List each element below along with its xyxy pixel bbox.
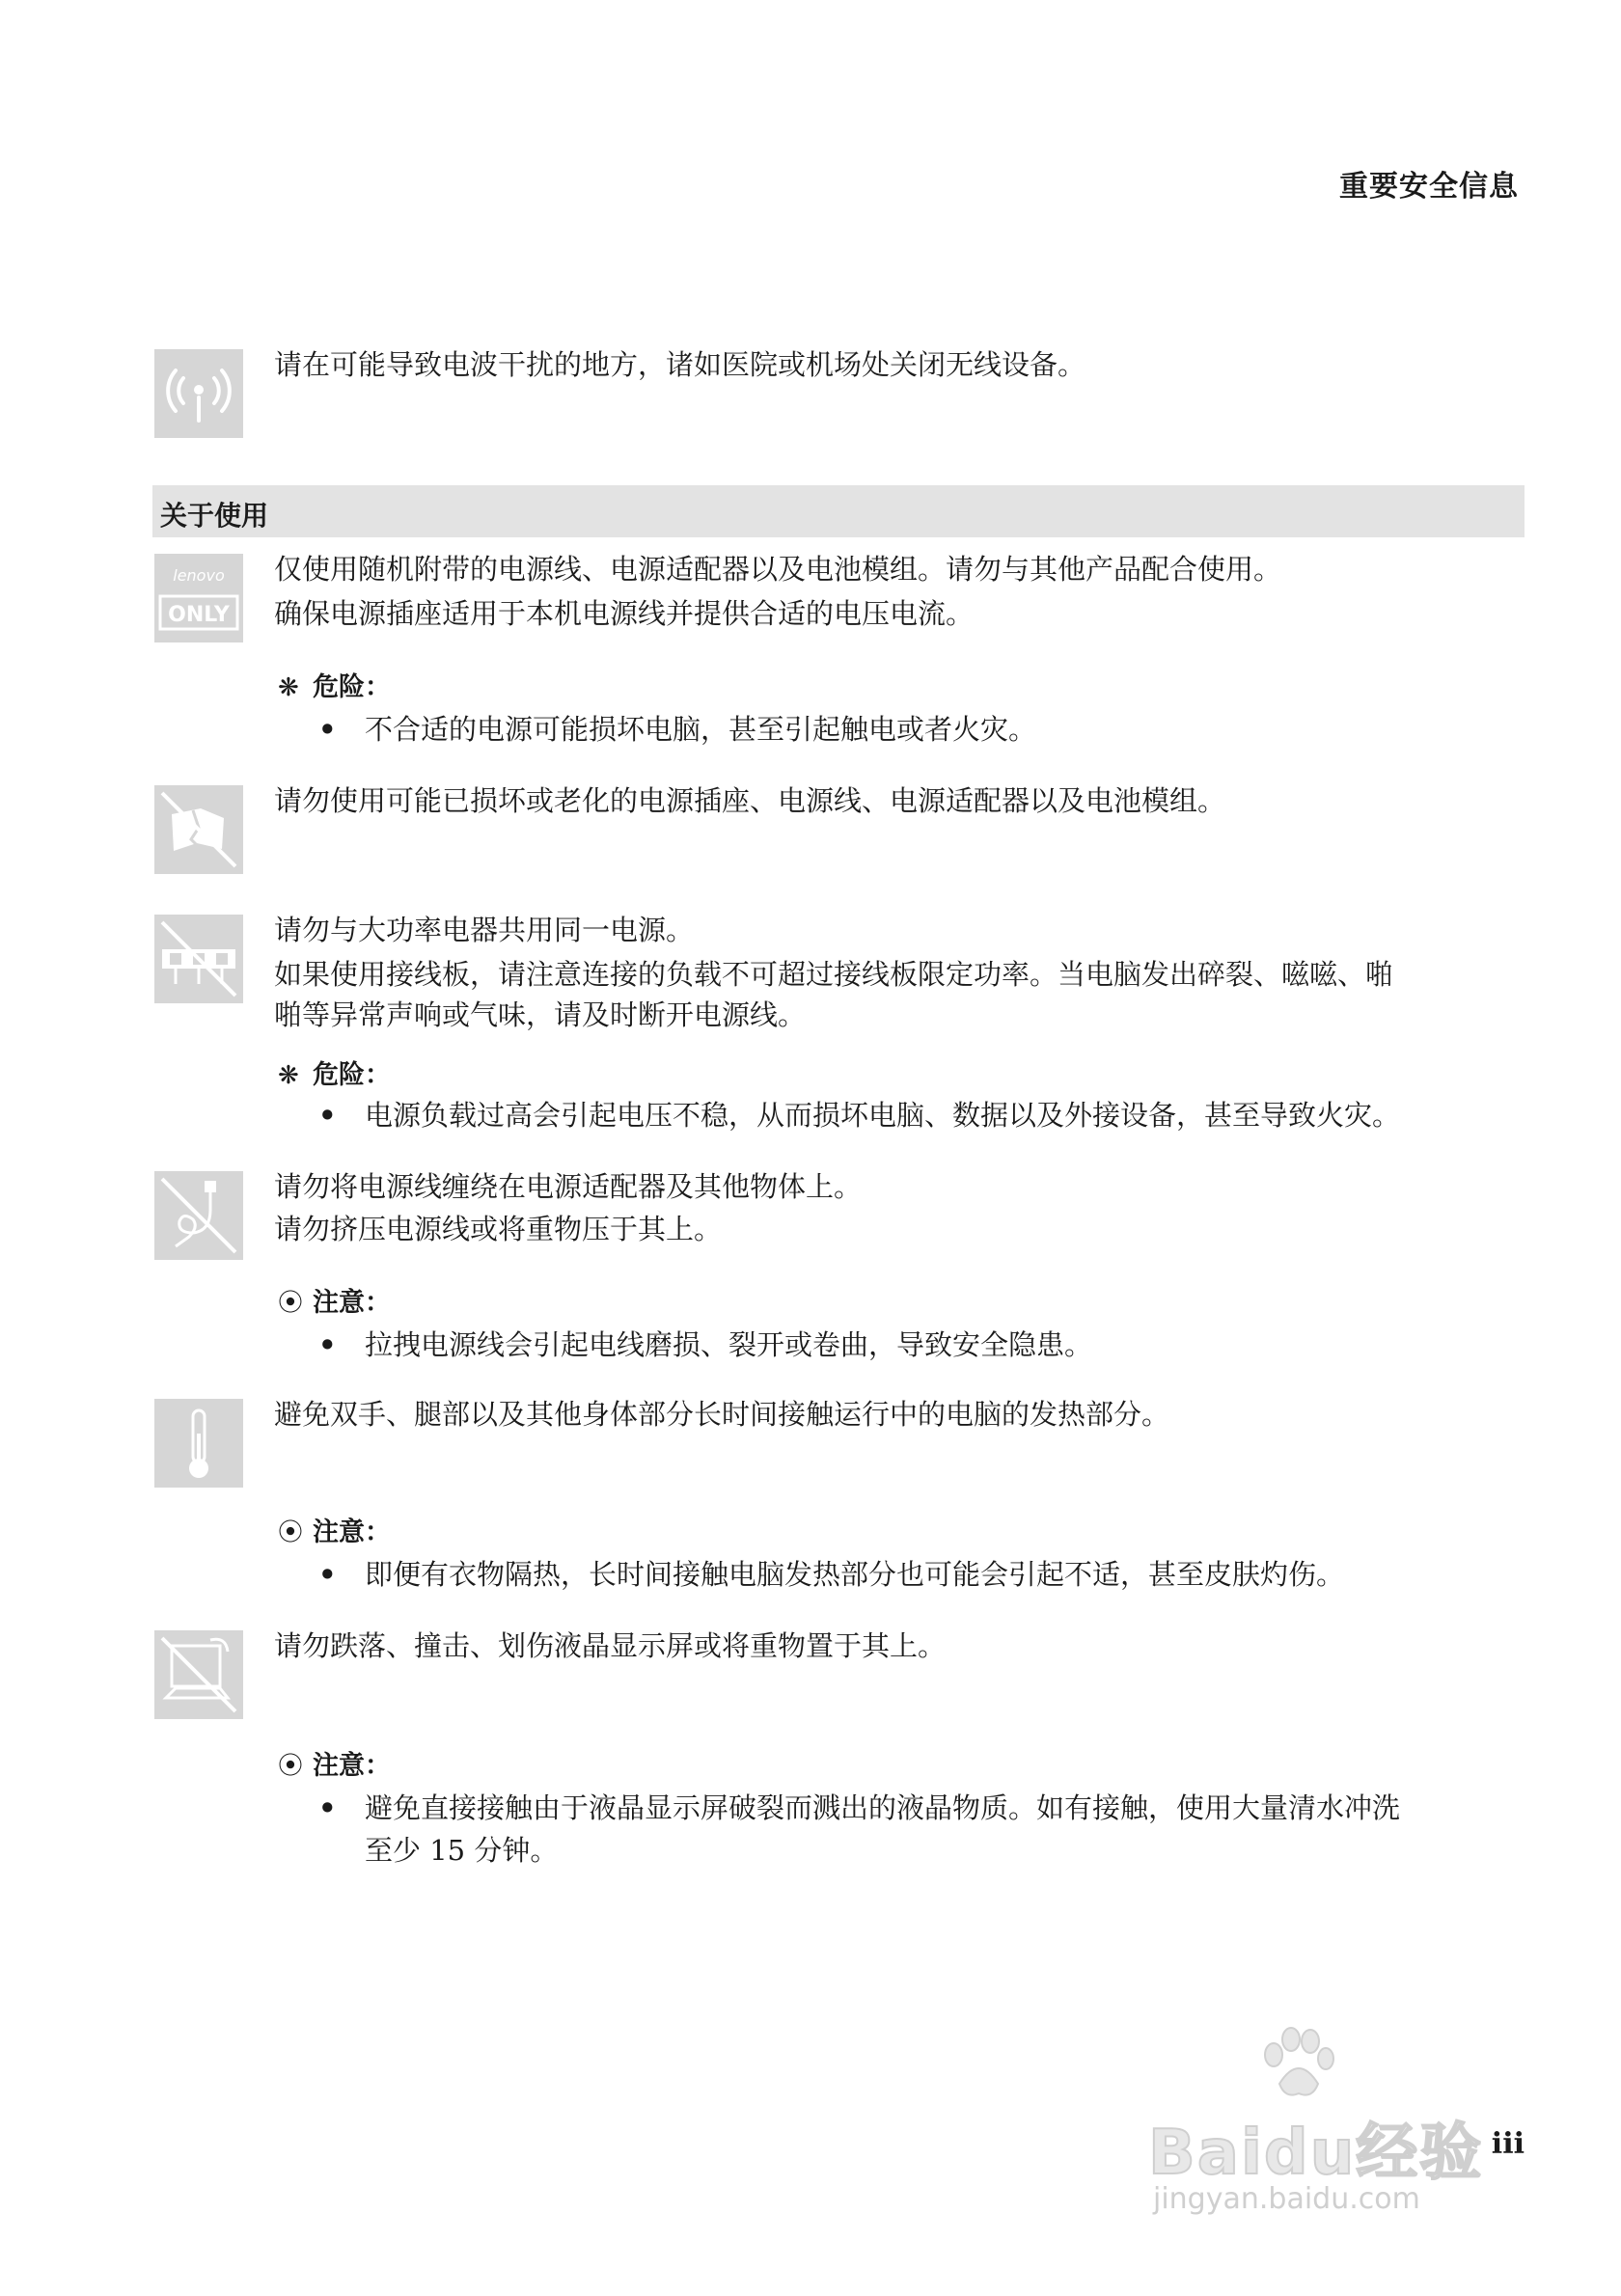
danger-bullet-1: • 不合适的电源可能损坏电脑，甚至引起触电或者火灾。: [318, 713, 1037, 746]
baidu-paw-icon: [1254, 2026, 1341, 2103]
page-number: iii: [1491, 2127, 1525, 2161]
power-strip-icon: [154, 915, 243, 1003]
cord-text-line-1: 请勿将电源线缠绕在电源适配器及其他物体上。: [274, 1170, 863, 1203]
caution-bullet-1: • 拉拽电源线会引起电线磨损、裂开或卷曲，导致安全隐患。: [318, 1328, 1093, 1361]
section-title: 关于使用: [160, 500, 269, 532]
wireless-text-line-1: 请在可能导致电波干扰的地方，诸如医院或机场处关闭无线设备。: [274, 348, 1086, 381]
lenovo-only-icon: [154, 554, 243, 642]
lenovo-only-text-line-2: 确保电源插座适用于本机电源线并提供合适的电压电流。: [274, 597, 975, 630]
only-badge-text: ONLY: [168, 603, 230, 627]
damaged-text-line-1: 请勿使用可能已损坏或老化的电源插座、电源线、电源适配器以及电池模组。: [274, 784, 1226, 817]
caution-label-3: ⦿ 注意：: [278, 1744, 391, 1782]
caution-label-2: ⦿ 注意：: [278, 1511, 391, 1548]
cord-text-line-2: 请勿挤压电源线或将重物压于其上。: [274, 1213, 723, 1245]
damaged-plug-icon: [154, 785, 243, 874]
power-share-text-line-1: 请勿与大功率电器共用同一电源。: [274, 914, 695, 946]
power-share-text-line-2: 如果使用接线板，请注意连接的负载不可超过接线板限定功率。当电脑发出碎裂、嗞嗞、啪: [274, 958, 1394, 991]
heat-text-line-1: 避免双手、腿部以及其他身体部分长时间接触运行中的电脑的发热部分。: [274, 1398, 1170, 1431]
caution-mark-icon: ⦿: [278, 1752, 304, 1781]
caution-bullet-2: • 即便有衣物隔热，长时间接触电脑发热部分也可能会引起不适，甚至皮肤灼伤。: [318, 1558, 1345, 1591]
danger-bullet-2: • 电源负载过高会引起电压不稳，从而损坏电脑、数据以及外接设备，甚至导致火灾。: [318, 1099, 1401, 1132]
thermometer-icon: [154, 1399, 243, 1488]
caution-bullet-3-cont: 至少 15 分钟。: [365, 1834, 559, 1867]
cord-wrap-icon: [154, 1171, 243, 1260]
watermark-url: jingyan.baidu.com: [1153, 2182, 1420, 2216]
section-bar: [152, 485, 1525, 537]
caution-mark-icon: ⦿: [278, 1518, 304, 1547]
caution-mark-icon: ⦿: [278, 1289, 304, 1318]
danger-mark-icon: ❋: [278, 1061, 299, 1090]
wireless-signal-icon: [154, 349, 243, 438]
lenovo-only-text-line-1: 仅使用随机附带的电源线、电源适配器以及电池模组。请勿与其他产品配合使用。: [274, 553, 1282, 586]
lcd-damage-icon: [154, 1630, 243, 1719]
danger-label-2: ❋ 危险：: [278, 1060, 391, 1090]
caution-bullet-3: • 避免直接接触由于液晶显示屏破裂而溅出的液晶物质。如有接触，使用大量清水冲洗: [318, 1791, 1401, 1824]
danger-mark-icon: ❋: [278, 673, 299, 702]
danger-label-1: ❋ 危险：: [278, 672, 391, 702]
lcd-text-line-1: 请勿跌落、撞击、划伤液晶显示屏或将重物置于其上。: [274, 1629, 947, 1662]
page-header-title: 重要安全信息: [1339, 170, 1519, 204]
lenovo-logo-text: lenovo: [173, 566, 225, 585]
watermark-brand: Baidu经验: [1148, 2118, 1484, 2189]
power-share-text-line-3: 啪等异常声响或气味，请及时断开电源线。: [274, 998, 807, 1031]
caution-label-1: ⦿ 注意：: [278, 1281, 391, 1319]
